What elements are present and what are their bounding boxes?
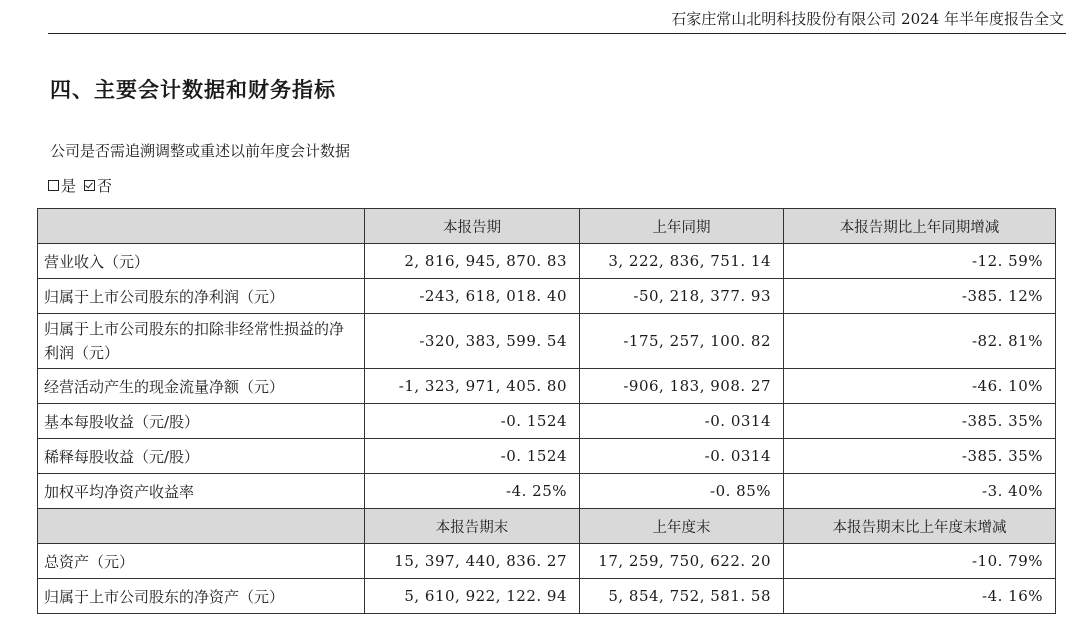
row-current: -243, 618, 018. 40	[365, 279, 580, 314]
financial-indicators-table	[37, 208, 1056, 614]
row-label: 加权平均净资产收益率	[38, 474, 365, 509]
row-prior: -906, 183, 908. 27	[580, 369, 784, 404]
row-label: 归属于上市公司股东的扣除非经常性损益的净利润（元）	[38, 314, 365, 369]
header-cell-empty	[38, 209, 365, 244]
header-cell-change: 本报告期末比上年度末增减	[784, 509, 1056, 544]
header-divider	[48, 33, 1066, 34]
header-cell-period-end: 本报告期末	[365, 509, 580, 544]
section-title: 四、主要会计数据和财务指标	[50, 78, 336, 102]
table-row	[38, 404, 1056, 439]
report-header-title: 石家庄常山北明科技股份有限公司 2024 年半年度报告全文	[671, 10, 1064, 28]
row-current: -1, 323, 971, 405. 80	[365, 369, 580, 404]
row-change: -82. 81%	[784, 314, 1056, 369]
row-prior: 3, 222, 836, 751. 14	[580, 244, 784, 279]
row-label: 归属于上市公司股东的净利润（元）	[38, 279, 365, 314]
table-row	[38, 439, 1056, 474]
row-current: 15, 397, 440, 836. 27	[365, 544, 580, 579]
table-row	[38, 474, 1056, 509]
row-current: 5, 610, 922, 122. 94	[365, 579, 580, 614]
row-change: -12. 59%	[784, 244, 1056, 279]
restatement-question: 公司是否需追溯调整或重述以前年度会计数据	[50, 142, 351, 160]
restatement-options	[48, 175, 120, 196]
row-label: 基本每股收益（元/股）	[38, 404, 365, 439]
row-change: -385. 35%	[784, 439, 1056, 474]
row-prior: -0. 0314	[580, 439, 784, 474]
row-change: -4. 16%	[784, 579, 1056, 614]
row-current: -4. 25%	[365, 474, 580, 509]
row-change: -385. 35%	[784, 404, 1056, 439]
row-prior: 5, 854, 752, 581. 58	[580, 579, 784, 614]
row-prior: -175, 257, 100. 82	[580, 314, 784, 369]
table-row	[38, 244, 1056, 279]
row-prior: -0. 0314	[580, 404, 784, 439]
row-label: 经营活动产生的现金流量净额（元）	[38, 369, 365, 404]
row-change: -10. 79%	[784, 544, 1056, 579]
table-row	[38, 314, 1056, 369]
header-cell-change: 本报告期比上年同期增减	[784, 209, 1056, 244]
table-row	[38, 544, 1056, 579]
row-current: -320, 383, 599. 54	[365, 314, 580, 369]
checkbox-yes[interactable]	[48, 180, 59, 191]
option-yes-label: 是	[61, 177, 77, 195]
header-cell-empty	[38, 509, 365, 544]
row-current: 2, 816, 945, 870. 83	[365, 244, 580, 279]
row-prior: -50, 218, 377. 93	[580, 279, 784, 314]
row-change: -46. 10%	[784, 369, 1056, 404]
row-label: 归属于上市公司股东的净资产（元）	[38, 579, 365, 614]
row-change: -385. 12%	[784, 279, 1056, 314]
row-label: 营业收入（元）	[38, 244, 365, 279]
table-header-row	[38, 509, 1056, 544]
option-no-label: 否	[97, 177, 113, 195]
row-prior: 17, 259, 750, 622. 20	[580, 544, 784, 579]
row-current: -0. 1524	[365, 439, 580, 474]
table-row	[38, 369, 1056, 404]
checkbox-no[interactable]	[84, 180, 95, 191]
row-label: 总资产（元）	[38, 544, 365, 579]
table-row	[38, 579, 1056, 614]
header-cell-prior-period: 上年同期	[580, 209, 784, 244]
table-row	[38, 279, 1056, 314]
row-current: -0. 1524	[365, 404, 580, 439]
table-header-row	[38, 209, 1056, 244]
row-prior: -0. 85%	[580, 474, 784, 509]
header-cell-prior-year-end: 上年度末	[580, 509, 784, 544]
row-label: 稀释每股收益（元/股）	[38, 439, 365, 474]
row-change: -3. 40%	[784, 474, 1056, 509]
header-cell-current-period: 本报告期	[365, 209, 580, 244]
